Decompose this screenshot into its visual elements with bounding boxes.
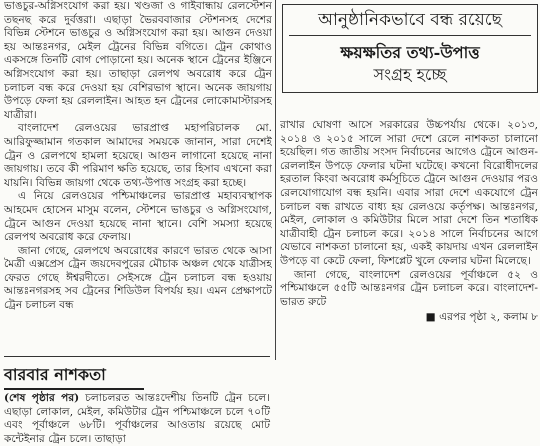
continued-note — [280, 311, 538, 324]
headline-secondary: ক্ষয়ক্ষতির তথ্য-উপাত্ত — [340, 43, 480, 62]
right-article-body — [280, 119, 538, 324]
left-paragraph-1: ভাঙচুর-অগ্নিসংযোগ করা হয়। খণ্ডজা ও গাইবান্ধায় রেলস্টেশন তছনছ করে দুর্বত্তরা। এছাড়া ভৈরববাজার স্টেশনসহ দেশের বিভিন্ন স্টেশনে ভাঙচুর ও অগ্নিসংযোগ করা হয়। আগুন দেওয়া হয় আন্তঃনগর, মেইল ট্রেনের বিভিন্ন বগিতে। ট্রেন কোথাও একসঙ্গে তিনটি বোগ পোড়ানো হয়। অনেক স্থানে ট্রেনের ইঞ্জিনে অগ্নিসংযোগ করা হয়। তাছাড়া রেলপথ অবরোধ করে ট্রেন চলাচল বন্ধ করে দেওয়া হয় বেশিরভাগ স্থানে। অনেক জায়গায় উপড়ে ফেলা হয় রেললাইন। আহত হন ট্রেনের লোকোমাস্টারসহ যাত্রীরা। — [4, 0, 272, 121]
left-paragraph-4: জানা গেছে, রেলপথে অবরোধের কারণে ভারত থেকে আসা মৈত্রী এক্সপ্রেস ট্রেন জয়দেবপুরের মৌচাক অঞ্চল থেকে যাত্রীসহ ফেরত গেছে ঈশ্বরদীতে। সেইসঙ্গে ট্রেন চলাচল বন্ধ হওয়ায় আন্তঃনগরসহ সব ট্রেনের শিডিউল বিপর্যয় হয়। এমন প্রেক্ষাপটে ট্রেন চলাচল বন্ধ — [4, 244, 272, 312]
column-divider — [275, 0, 276, 360]
right-paragraph-2: জানা গেছে, বাংলাদেশ রেলওয়ের পূর্বাঞ্চলে ৫২ ও পশ্চিমাঞ্চলে ৫৫টি আন্তঃনগর ট্রেন চলাচল করে। বাংলাদেশ-ভারত রুটে — [280, 268, 538, 308]
left-article-body — [4, 0, 272, 313]
lower-section-title-wrap — [4, 356, 270, 394]
right-column — [280, 0, 538, 440]
lower-section-title: বারবার নাশকতা — [4, 365, 144, 390]
headline-primary: আনুষ্ঠানিকভাবে বন্ধ রয়েছে — [289, 9, 531, 36]
headline-tertiary: সংগ্রহ হচ্ছে — [373, 65, 447, 84]
continued-text: এরপর পৃষ্ঠা ২, কলাম ৮ — [439, 311, 538, 324]
lower-section-body — [4, 392, 270, 446]
left-paragraph-2: বাংলাদেশ রেলওয়ের ভারপ্রাপ্ত মহাপরিচালক মো. আরিফুজ্জামান গতকাল আমাদের সময়কে জানান, সারা দেশেই ট্রেন ও রেলপথে হামলা হয়েছে। আগুন লাগানো হয়েছে নানা জায়গায়। তবে কী পরিমাণ ক্ষতি হয়েছে, তার হিসাব এখনো করা যায়নি। বিভিন্ন জায়গা থেকে তথ্য-উপাত্ত সংগ্রহ করা হচ্ছে। — [4, 122, 272, 189]
lower-section-paragraph — [4, 392, 270, 446]
continued-marker: ■ — [425, 311, 436, 324]
left-paragraph-3: এ নিয়ে রেলওয়ের পশ্চিমাঞ্চলের ভারপ্রাপ্ত মহাব্যবস্থাপক আহমেদ হোসেন মাসুম বলেন, স্টেশনে ভাঙচুর ও অগ্নিসংযোগ, ট্রেনে আগুন দেওয়া হয়েছে নানা স্থানে। বেশি সমস্যা হয়েছে রেলপথ অবরোধ করে ফেলায়। — [4, 190, 272, 244]
lower-section-text: চলাচলরত আন্তঃদেশীয় তিনটি ট্রেন চলে। এছাড়া লোকাল, মেইল, কমিউটার ট্রেন পশ্চিমাঞ্চলে চলে ৭০টি এবং পূর্বাঞ্চলে ৬৮টি। পূর্বাঞ্চলের আওতায় রয়েছে মোট কন্টেইনার ট্রেন চলে। তাছাড়া — [4, 392, 270, 445]
right-paragraph-1: রাখার ঘোষণা আসে সরকারের উচ্চপর্যায় থেকে। ২০১৩, ২০১৪ ও ২০১৫ সালে সারা দেশে রেলে নাশকতা চালানো হয়েছিল। গত জাতীয় সংসদ নির্বাচনের আগেও ট্রেনে আগুন-রেললাইন উপড়ে ফেলার ঘটনা ঘটেছে। কখনো বিরোধীদলের হরতাল কিংবা অবরোধ কর্মসূচিতে ট্রেনে আগুন দেওয়ার পরও রেলযোগাযোগ বন্ধ হয়নি। এবার সারা দেশে একযোগে ট্রেন চলাচল বন্ধ রাখতে বাধ্য হয় রেলওয়ে কর্তৃপক্ষ। আন্তঃনগর, মেইল, লোকাল ও কমিউটার মিলে সারা দেশে তিন শতাধিক যাত্রীবাহী ট্রেন চলাচল করে। ২০১৪ সালে নির্বাচনের আগে যেভাবে নাশকতা চালানো হয়, একই কায়দায় এখন রেললাইন উপড়ে বা কেটে ফেলা, ফিশপ্লেট খুলে ফেলার ঘটনা মিলেছে। — [280, 119, 538, 267]
lower-section-lead: (শেষ পৃষ্ঠার পর) — [4, 392, 80, 404]
headline-box — [282, 4, 538, 93]
